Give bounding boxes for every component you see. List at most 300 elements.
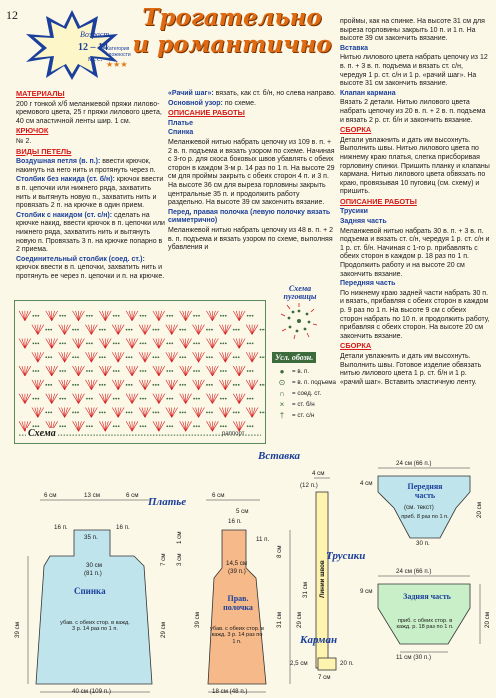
dc-stitch [73,311,79,321]
back-dim-top3: 6 см [126,492,139,499]
front-height-29: 29 см [296,612,303,628]
dc-stitch [186,421,189,431]
dc-stitch [145,325,151,335]
dc-stitch [159,366,165,376]
dc-stitch [115,408,118,418]
chain-stitch [128,384,130,386]
dc-stitch [142,380,145,390]
dc-stitch [225,380,228,390]
chain-stitch [142,315,144,317]
dc-stitch [35,380,38,390]
dc-stitch [52,366,58,376]
pocket-sts: 20 п. [340,660,354,667]
dc-stitch [65,380,71,390]
repeat-label: раппорт [222,431,245,437]
dc-stitch [129,366,132,376]
chain-stitch [145,398,147,400]
dc-stitch [142,408,145,418]
dc-stitch [249,408,252,418]
dc-stitch [38,352,41,362]
ss-text: крючок ввести в п. цепочки, захватить нить и протянуть ее через п. цепочки и п. на крючке. [16,264,165,280]
chain-stitch [142,425,144,427]
chain-stitch [235,412,237,414]
back-height-3: 3 см [176,553,183,566]
chain-stitch [238,384,240,386]
legend-label: = в. п. [292,368,310,375]
dc-stitch [249,380,252,390]
dc-stitch [132,421,135,431]
dc-stitch [252,352,255,362]
dc-stitch [73,366,79,376]
dc-stitch [91,325,97,335]
chain-stitch [262,412,264,414]
chain-stitch [77,384,79,386]
pocket-heading: Клапан кармана [340,89,396,97]
dc-stitch [78,311,84,321]
dc-stitch [233,366,239,376]
chain-stitch [145,370,147,372]
dc-stitch [156,421,159,431]
dc-stitch [199,352,205,362]
dc-stitch [78,311,81,321]
dc-stitch [139,325,145,335]
back-part-text: Меланжевой нитью набрать 30 в. п. + 3 в. п. подъема и вязать ст. с/н, чередуя 1 р. ст. с/н и 1 р. ст. б/н. Начиная с 1-го р. прибавлять с обеих сторон в каждом р. 18 раз по 1 п. Продолжить работу и на высоте 20 см закончить вязание. [340,227,490,278]
dc-stitch [59,325,65,335]
dc-stitch [49,311,52,321]
dc-stitch [249,352,252,362]
dc-stitch [233,338,239,348]
front-width-145: 14,5 см [226,560,248,567]
dc-stitch [252,408,258,418]
chain-stitch [115,343,117,345]
chain-stitch [50,329,52,331]
chain-stitch [262,384,264,386]
pants-back-height: 20 см [484,612,491,628]
chain-stitch [113,315,115,317]
chain-stitch [75,356,77,358]
dc-stitch [199,325,205,335]
chain-stitch [131,384,133,386]
chain-stitch [115,398,117,400]
dc-stitch [112,325,118,335]
dc-stitch [126,394,132,404]
dc-stitch [91,380,94,390]
chain-stitch [220,315,222,317]
dc-stitch [233,394,239,404]
chain-stitch [249,370,251,372]
chain-stitch [101,329,103,331]
dc-stitch [62,408,65,418]
dc-stitch [22,338,25,348]
chain-stitch [140,398,142,400]
chain-stitch [32,343,34,345]
chain-stitch [126,384,128,386]
dc-stitch [99,366,105,376]
dc-stitch [212,338,215,348]
chain-stitch [262,329,264,331]
dc-stitch [212,366,218,376]
dc-stitch [186,366,189,376]
dc-stitch [25,338,31,348]
dc-stitch [236,421,239,431]
dc-stitch [196,408,199,418]
dc-stitch [38,380,44,390]
slip-stitch-icon: ∩ [279,389,285,398]
front-part-heading: Передняя часть [340,280,396,288]
dc-stitch [252,325,258,335]
chain-stitch [238,356,240,358]
turning-chain-icon: ⊙ [278,378,286,387]
chain-stitch [89,370,91,372]
pocket-width: 7 см [318,674,331,681]
chain-stitch [35,370,37,372]
chain-stitch [91,343,93,345]
dc-stitch [62,352,65,362]
chain-stitch [115,370,117,372]
dc-stitch [172,352,178,362]
pants-front-sts: (см. текст) [404,504,434,511]
chain-stitch [252,370,254,372]
chain-stitch [37,315,39,317]
chain-stitch [169,425,171,427]
dc-stitch [78,338,81,348]
chain-stitch [142,343,144,345]
dc-stitch [225,352,231,362]
dc-stitch [183,338,186,348]
dc-stitch [159,421,165,431]
dc-stitch [129,338,132,348]
chain-stitch [131,329,133,331]
front-text: Меланжевой нитью набрать цепочку из 48 в. п. + 2 в. п. подъема и вязать узором по схеме, выполняя убавления и [168,226,333,252]
chain-stitch [32,398,34,400]
chain-stitch [89,398,91,400]
chain-stitch-icon: ● [279,367,285,376]
chain-stitch [118,398,120,400]
dc-stitch [139,380,145,390]
dc-stitch [225,408,231,418]
difficulty-stars: ★★★ [106,60,128,69]
dc-stitch [222,380,225,390]
back-part-heading: Задняя часть [340,218,387,226]
chain-stitch [140,425,142,427]
dc-stitch [212,421,215,431]
dc-stitch [99,338,105,348]
dc-stitch [180,311,186,321]
dc-stitch [19,366,25,376]
chain-stitch [247,398,249,400]
dress-heading: Платье [168,119,193,127]
chain-stitch [179,356,181,358]
chain-stitch [48,356,50,358]
dc-stitch [252,325,255,335]
difficulty-label: Категория сложности [106,46,131,58]
chain-stitch [35,425,37,427]
dc-stitch [132,338,135,348]
chain-stitch [252,398,254,400]
dc-stitch [76,421,79,431]
dc-stitch [65,352,68,362]
dc-stitch [91,352,97,362]
chain-stitch [193,370,195,372]
dc-stitch [85,325,91,335]
dc-stitch [35,408,38,418]
chain-stitch [91,425,93,427]
dc-stitch [186,366,192,376]
dc-stitch [49,338,52,348]
dc-stitch [115,352,118,362]
chain-stitch [157,384,159,386]
dc-stitch [25,311,28,321]
dc-stitch [183,311,186,321]
chain-stitch [220,370,222,372]
dc-stitch [85,352,91,362]
chain-stitch [115,315,117,317]
dc-stitch [52,394,55,404]
legend-item [272,399,336,410]
chain-stitch [179,329,181,331]
chain-stitch [196,425,198,427]
chain-stitch [171,370,173,372]
dc-stitch [239,421,242,431]
chain-stitch [233,384,235,386]
dc-stitch [65,325,71,335]
pants-front-mid: 30 п. [416,540,430,547]
chain-stitch [142,370,144,372]
chain-stitch [118,370,120,372]
dc-stitch [73,338,79,348]
dc-stitch [180,394,186,404]
dc-stitch [199,408,202,418]
dc-stitch [246,325,252,335]
dc-stitch [199,408,205,418]
materials-heading: МАТЕРИАЛЫ [16,89,65,98]
button-title-line-2: пуговицы [283,292,317,301]
dc-stitch [112,380,118,390]
dc-stitch [78,421,81,431]
chain-stitch [126,329,128,331]
dc-stitch [199,380,205,390]
dc-stitch [88,380,91,390]
dc-stitch [246,352,252,362]
dc-stitch [105,394,111,404]
dc-stitch [183,394,186,404]
dc-stitch [105,421,111,431]
chain-stitch [169,343,171,345]
dc-stitch [129,311,132,321]
chain-stitch [35,315,37,317]
front-piece-label: Прав. полочка [223,594,253,612]
chain-stitch [104,384,106,386]
dc-stitch [132,366,138,376]
dc-stitch [172,408,178,418]
dc-stitch [32,325,38,335]
dc-stitch [65,408,68,418]
front-height-39: 39 см [194,612,201,628]
hook-heading: КРЮЧОК [16,126,49,136]
dc-stitch [118,352,121,362]
schema-label: Схема [28,428,56,439]
dc-stitch [186,338,189,348]
dc-stitch [105,421,108,431]
chain-stitch [45,356,47,358]
sc-text: крючок ввести в п. цепочки или нижнего ряда, захватить нить и вытянуть новую п., захватить нить и провязать 2 п. на крючке в один прием. [16,176,164,210]
dc-stitch [52,366,55,376]
chain-stitch [101,384,103,386]
chain-stitch [32,425,34,427]
chain-stitch [145,343,147,345]
dc-stitch [19,421,25,431]
dc-stitch [225,325,231,335]
dc-heading: Столбик с накидом (ст. с/н): [16,211,113,219]
chain-stitch [104,412,106,414]
chain-stitch [104,356,106,358]
dc-stitch [65,380,68,390]
chain-stitch [99,356,101,358]
single-crochet-icon: × [279,400,285,409]
dc-stitch [196,380,199,390]
sc-heading: Столбик без накида (ст. б/н): [16,176,115,184]
dc-stitch [153,421,159,431]
chain-stitch [153,384,155,386]
dc-stitch [172,380,175,390]
chain-stitch [233,356,235,358]
dc-stitch [115,380,118,390]
dc-stitch [91,380,97,390]
chain-stitch [37,398,39,400]
back-bottom: 40 см (109 п.) [72,688,111,695]
chain-stitch [220,343,222,345]
front-dim-top2: 5 см [236,508,249,515]
chain-stitch [86,315,88,317]
assembly-heading: СБОРКА [340,125,372,135]
dc-stitch [46,394,52,404]
dc-stitch [225,325,228,335]
dc-stitch [186,311,189,321]
chain-stitch [118,315,120,317]
dc-stitch [105,311,111,321]
text-column-3 [340,18,490,388]
dc-stitch [186,394,189,404]
dc-stitch [126,366,132,376]
chain-stitch [222,315,224,317]
age-range: 12 – 14 [78,42,108,53]
chain-stitch [196,315,198,317]
dc-stitch [19,311,25,321]
chain-stitch [182,329,184,331]
chain-stitch [126,412,128,414]
chain-stitch [142,398,144,400]
chain-stitch [233,412,235,414]
chain-stitch [145,425,147,427]
dc-stitch [52,394,58,404]
dc-stitch [132,421,138,431]
dc-stitch [153,366,159,376]
legend-item [272,377,336,388]
dc-stitch [246,408,252,418]
dc-stitch [105,394,108,404]
chain-stitch [166,398,168,400]
pants-heading: Трусики [340,208,368,216]
chain-stitch [211,356,213,358]
dc-stitch [156,311,159,321]
chain-stitch [209,384,211,386]
dc-stitch [102,394,105,404]
chain-stitch [196,370,198,372]
dc-stitch [222,408,225,418]
dc-stitch [118,325,124,335]
seam-lines-label: Линии швов [319,560,326,598]
chain-stitch [45,329,47,331]
dc-stitch [239,394,242,404]
dc-stitch [78,366,84,376]
dc-stitch [59,352,65,362]
dc-stitch [145,325,148,335]
dc-stitch [91,325,94,335]
chain-stitch [48,412,50,414]
dc-stitch [59,380,65,390]
dc-stitch [212,394,215,404]
back-height-29: 29 см [160,622,167,638]
pants-front-label: Передняя часть [407,482,443,500]
dc-stitch [145,352,151,362]
chain-stitch [72,412,74,414]
dc-stitch [209,394,212,404]
chain-stitch [62,370,64,372]
pocket-text: Вязать 2 детали. Нитью лилового цвета набрать цепочку из 20 в. п. + 2 в. п. подъема и вязать 2 р. ст. б/н и закончить вязание. [340,99,486,124]
double-crochet-icon: † [279,411,285,420]
dc-stitch [22,421,25,431]
dc-stitch [32,380,38,390]
front-sts-16: 16 п. [228,518,242,525]
dc-stitch [105,366,111,376]
chain-stitch [249,425,251,427]
dc-stitch [159,394,165,404]
chain-stitch [157,412,159,414]
dress-label: Платье [148,496,187,508]
chain-stitch [171,343,173,345]
dc-stitch [236,311,239,321]
chain-stitch [235,384,237,386]
front-decrease-note: убав. с обеих стор. в кажд. 3 р. 14 раз по 1 п. [210,626,264,645]
button-title-line-1: Схема [288,284,312,293]
work2-heading: ОПИСАНИЕ РАБОТЫ [340,196,417,206]
dc-stitch [78,338,84,348]
chain-stitch [118,425,120,427]
dc-stitch [159,311,162,321]
dc-stitch [126,311,132,321]
pants-front-side: 4 см [360,480,373,487]
chain-stitch [62,425,64,427]
dc-stitch [225,352,228,362]
assembly-text: Детали увлажнить и дать им высохнуть. Выполнить швы. Нитью лилового цвета по нижнему краю платья, слегка присборивая горловину спинки. Пришить планку и клапаны кармана. Нитью лилового цвета обвязать по краю, провязывая 10 пуговиц (см. схему) и пришить. [340,136,490,196]
dc-stitch [88,325,91,335]
chain-stitch [182,384,184,386]
chain-stitch [196,398,198,400]
dc-stitch [76,394,79,404]
chain-stitch [153,356,155,358]
chain-stitch [140,343,142,345]
chain-stitch [86,370,88,372]
chain-stitch [252,343,254,345]
chain-stitch [252,315,254,317]
dc-stitch [88,408,91,418]
dc-stitch [212,311,215,321]
dc-stitch [118,325,121,335]
chain-stitch [169,370,171,372]
front-width-sts: (39 п.) [228,568,246,575]
chain-stitch [113,343,115,345]
chain-stitch [206,384,208,386]
